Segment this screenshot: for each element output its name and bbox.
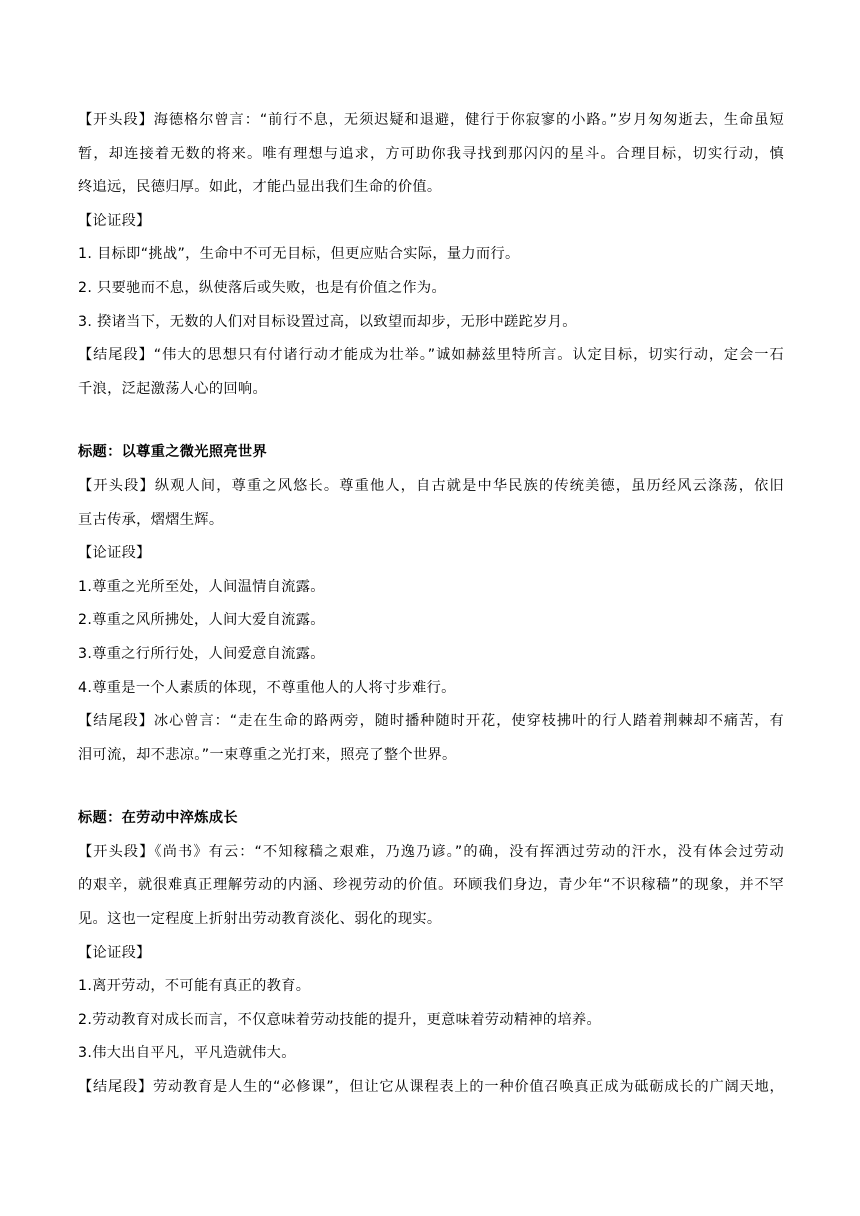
- argument-point: 1.离开劳动，不可能有真正的教育。: [78, 978, 311, 995]
- closing-paragraph-line: 【结尾段】劳动教育是人生的“必修课”，但让它从课程表上的一种价值召唤真正成为砥砺成长的广阔天地，: [78, 1079, 784, 1096]
- argument-point: 2.尊重之风所拂处，人间大爱自流露。: [78, 612, 325, 629]
- essay-section-1: [78, 104, 784, 406]
- opening-paragraph-line: 暂，却连接着无数的将来。唯有理想与追求，方可助你我寻找到那闪闪的星斗。合理目标，切实行动，慎: [78, 145, 784, 162]
- essay-section-3: [78, 802, 784, 1104]
- argument-point: 3.伟大出自平凡，平凡造就伟大。: [78, 1045, 296, 1062]
- argument-point: 2.劳动教育对成长而言，不仅意味着劳动技能的提升，更意味着劳动精神的培养。: [78, 1011, 602, 1028]
- opening-paragraph-line: 的艰辛，就很难真正理解劳动的内涵、珍视劳动的价值。环顾我们身边，青少年“不识稼穑”的现象，并不罕: [78, 877, 784, 894]
- argument-header: 【论证段】: [78, 944, 151, 961]
- essay-title: 标题：在劳动中淬炼成长: [78, 810, 238, 827]
- opening-paragraph-line: 【开头段】海德格尔曾言：“前行不息，无须迟疑和退避，健行于你寂寥的小路。”岁月匆匆逝去，生命虽短: [78, 112, 784, 128]
- argument-header: 【论证段】: [78, 545, 151, 562]
- opening-paragraph-line: 见。这也一定程度上折射出劳动教育淡化、弱化的现实。: [78, 911, 442, 928]
- argument-point: 3. 揆诸当下，无数的人们对目标设置过高，以致望而却步，无形中蹉跎岁月。: [78, 313, 577, 330]
- closing-paragraph-line: 千浪，泛起激荡人心的回响。: [78, 380, 267, 397]
- argument-point: 3.尊重之行所行处，人间爱意自流露。: [78, 645, 325, 662]
- opening-paragraph-line: 终追远，民德归厚。如此，才能凸显出我们生命的价值。: [78, 179, 442, 196]
- opening-paragraph-line: 【开头段】《尚书》有云：“不知稼穑之艰难，乃逸乃谚。”的确，没有挥洒过劳动的汗水，没有体会过劳动: [78, 843, 784, 860]
- closing-paragraph-line: 【结尾段】冰心曾言：“走在生命的路两旁，随时播种随时开花，使穿枝拂叶的行人踏着荆棘却不痛苦，有: [78, 713, 784, 730]
- argument-header: 【论证段】: [78, 212, 151, 229]
- argument-point: 1. 目标即“挑战”，生命中不可无目标，但更应贴合实际，量力而行。: [78, 246, 520, 263]
- opening-paragraph-line: 亘古传承，熠熠生辉。: [78, 511, 224, 528]
- argument-point: 2. 只要驰而不息，纵使落后或失败，也是有价值之作为。: [78, 279, 446, 296]
- essay-title: 标题：以尊重之微光照亮世界: [78, 444, 267, 461]
- essay-section-2: [78, 436, 784, 772]
- argument-point: 4.尊重是一个人素质的体现，不尊重他人的人将寸步难行。: [78, 679, 456, 696]
- closing-paragraph-line: 泪可流，却不悲凉。”一束尊重之光打来，照亮了整个世界。: [78, 746, 457, 763]
- argument-point: 1.尊重之光所至处，人间温情自流露。: [78, 578, 325, 595]
- opening-paragraph-line: 【开头段】纵观人间，尊重之风悠长。尊重他人，自古就是中华民族的传统美德，虽历经风云涤荡，依旧: [78, 477, 784, 494]
- closing-paragraph-line: 【结尾段】“伟大的思想只有付诸行动才能成为壮举。”诚如赫兹里特所言。认定目标，切实行动，定会一石: [78, 347, 784, 364]
- document-page: [78, 104, 784, 1105]
